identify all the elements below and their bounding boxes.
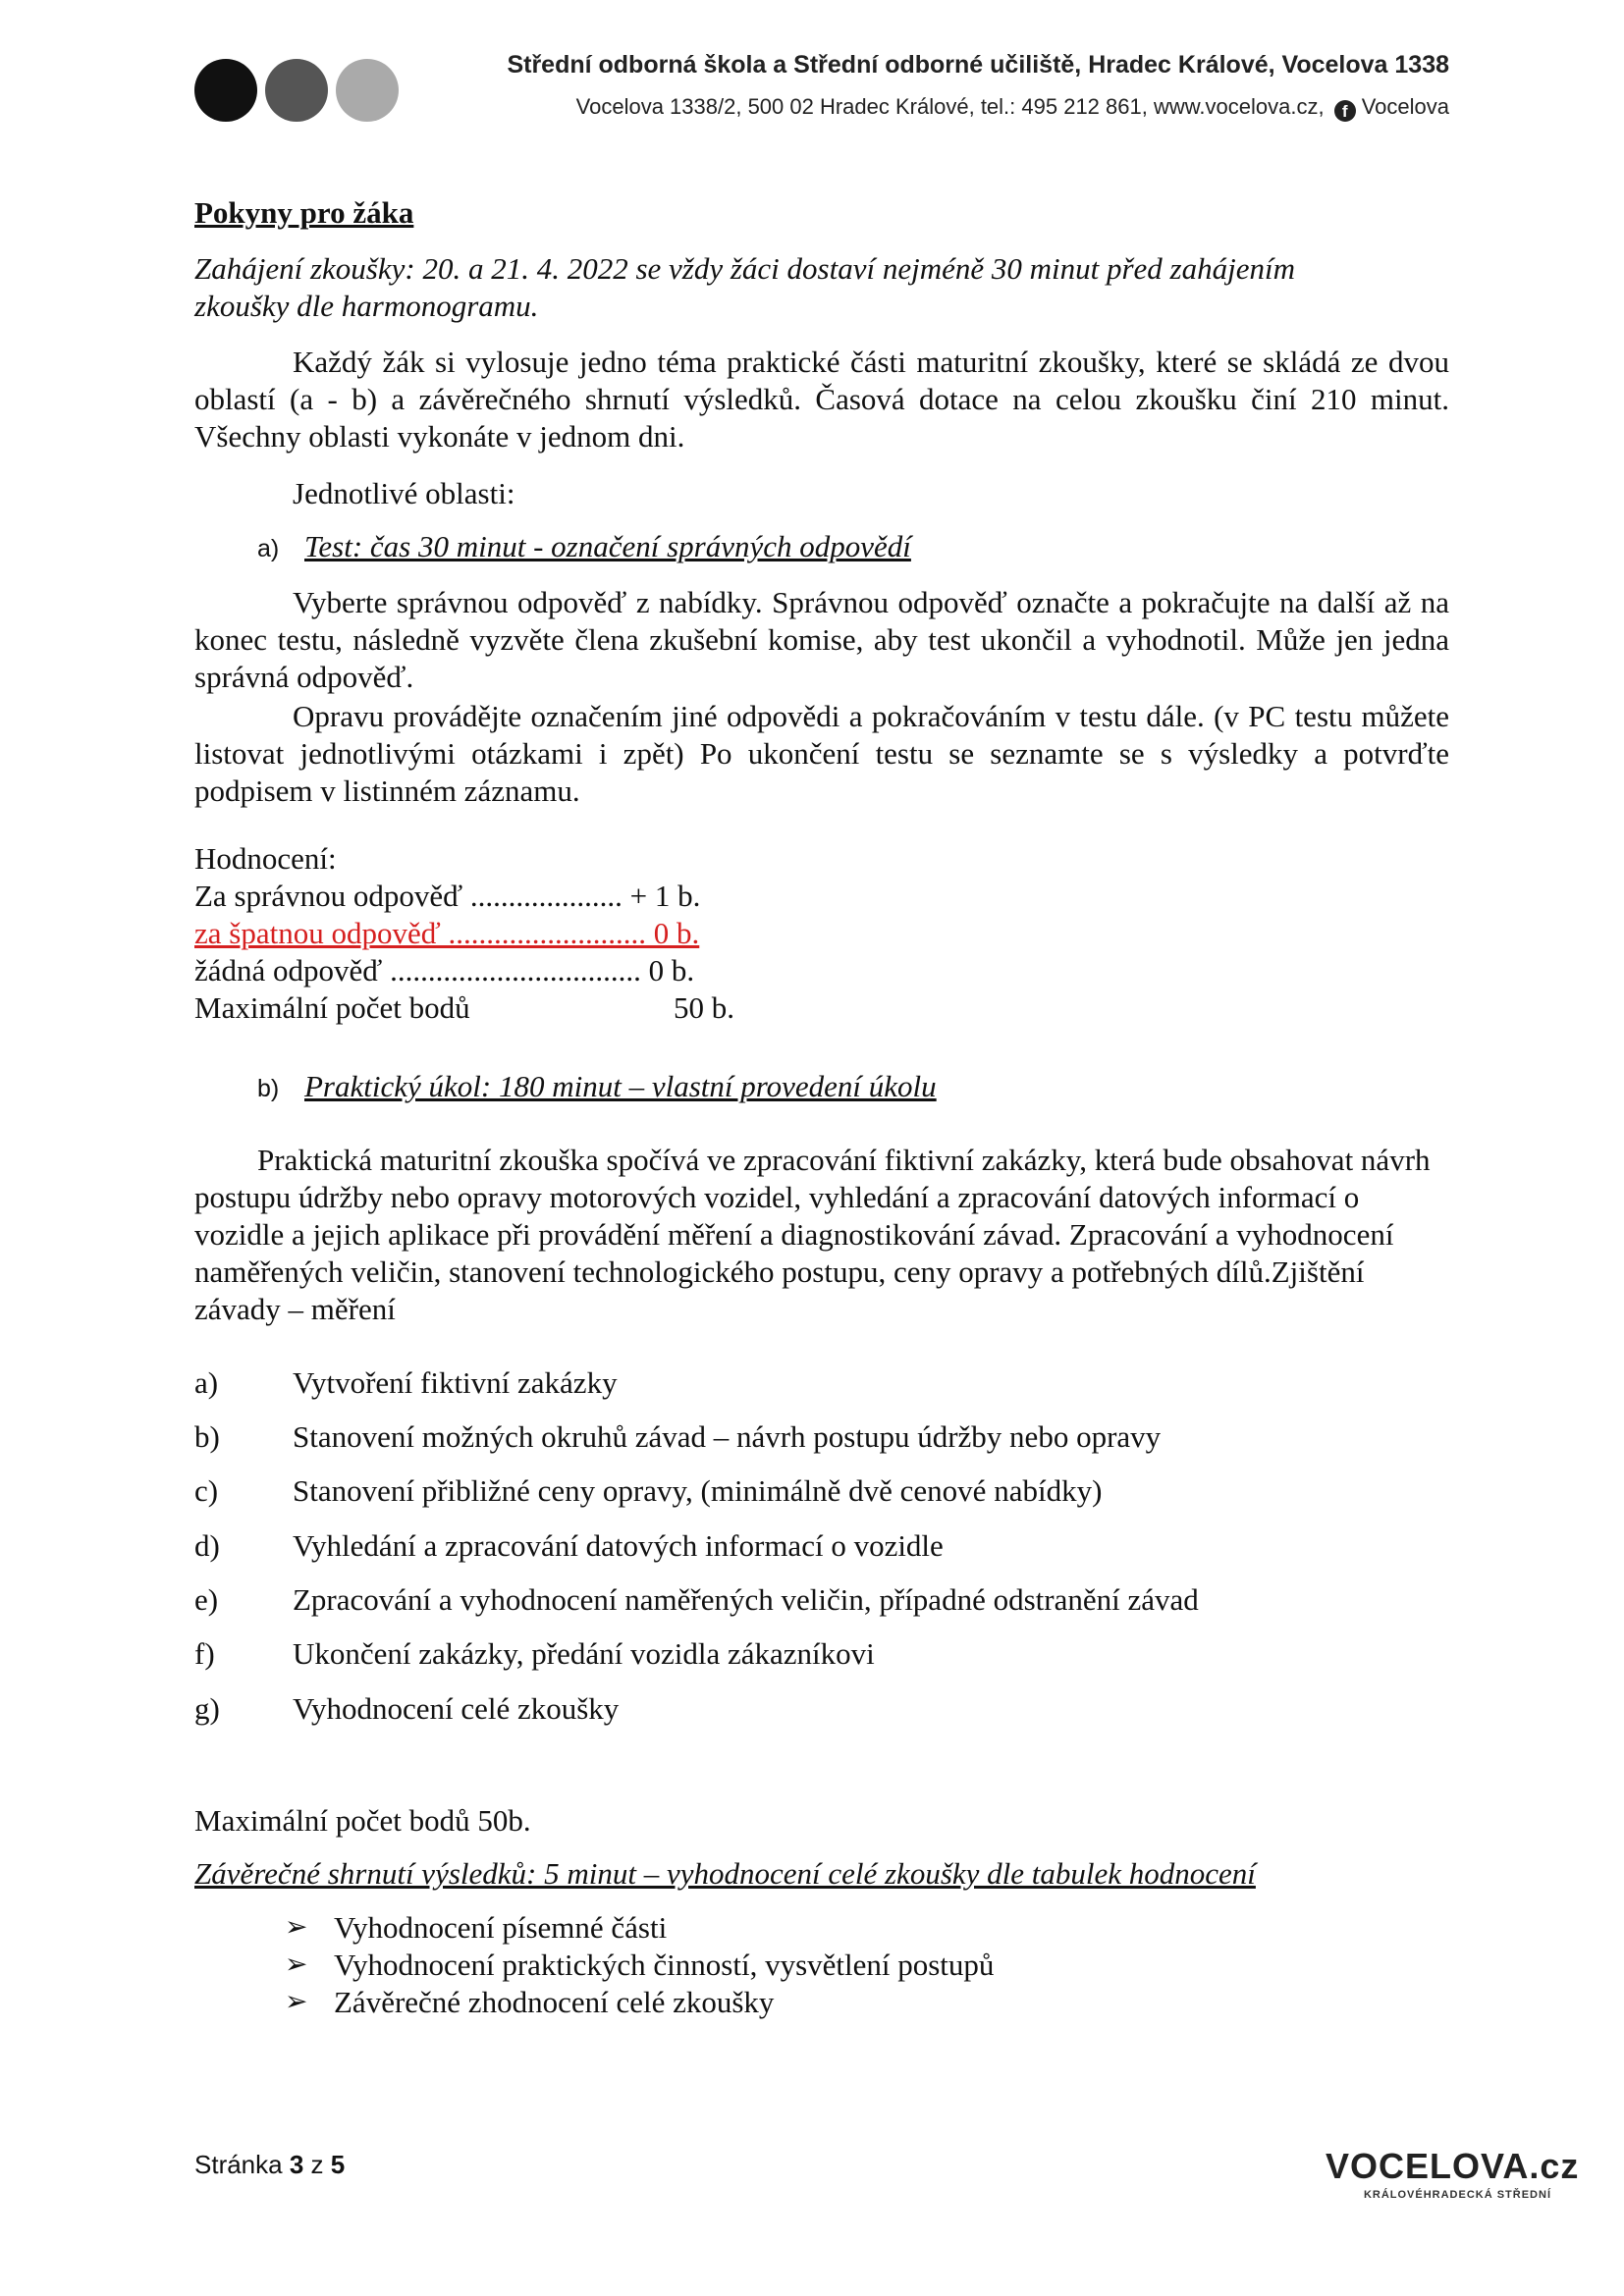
task-letter: g) — [194, 1691, 220, 1726]
task-text: Stanovení přibližné ceny opravy, (minimálně dvě cenové nabídky) — [293, 1473, 1103, 1508]
page-title: Pokyny pro žáka — [194, 195, 414, 230]
footer-brand-subtitle: KRÁLOVÉHRADECKÁ STŘEDNÍ — [1363, 2189, 1551, 2201]
page-total: 5 — [330, 2150, 346, 2179]
paragraph-test-instructions: Vyberte správnou odpověď z nabídky. Správnou odpověď označte a pokračujte na další až na konec testu, následně vyzvěte člena zkušební komise, aby test ukončil a vyhodnotil. Může jen jedna správná odpověď. — [194, 585, 1449, 694]
facebook-label[interactable]: Vocelova — [1361, 94, 1449, 119]
task-text: Ukončení zakázky, předání vozidla zákazníkovi — [293, 1636, 875, 1671]
arrow-bullet-icon: ➢ — [285, 1949, 308, 1980]
scoring-label: Hodnocení: — [194, 841, 337, 876]
task-letter: f) — [194, 1636, 215, 1671]
scoring-wrong: za špatnou odpověď .......................... 0 b. — [194, 916, 700, 950]
scoring-correct: Za správnou odpověď .................... + 1 b. — [194, 879, 701, 913]
footer-brand-logo: VOCELOVA.cz — [1326, 2146, 1580, 2186]
task-letter: e) — [194, 1582, 219, 1617]
address-text: Vocelova 1338/2, 500 02 Hradec Králové, tel.: 495 212 861, www.vocelova.cz, — [575, 94, 1325, 119]
facebook-icon: f — [1334, 100, 1356, 122]
page-prefix: Stránka — [194, 2150, 290, 2179]
task-text: Vyhledání a zpracování datových informací o vozidle — [293, 1528, 944, 1563]
logo-circle-1 — [194, 59, 257, 122]
max-points: Maximální počet bodů 50b. — [194, 1803, 531, 1838]
logo-circle-3 — [336, 59, 399, 122]
arrow-bullet-icon: ➢ — [285, 1912, 308, 1943]
area-a-letter: a) — [257, 535, 280, 562]
scoring-max-label: Maximální počet bodů — [194, 990, 470, 1025]
paragraph-test-corrections: Opravu provádějte označením jiné odpovědi a pokračováním v testu dále. (v PC testu můžete listovat jednotlivými otázkami i zpět) Po ukončení testu se seznamte se s výsledky a potvrďte podpisem v listinném záznamu. — [194, 699, 1449, 808]
areas-label: Jednotlivé oblasti: — [293, 476, 515, 510]
logo-circle-2 — [265, 59, 328, 122]
task-letter: d) — [194, 1528, 220, 1563]
task-letter: c) — [194, 1473, 219, 1508]
scoring-max-value: 50 b. — [674, 990, 734, 1025]
page-number — [194, 2150, 345, 2180]
page-current: 3 — [289, 2150, 304, 2179]
paragraph-exam-structure: Každý žák si vylosuje jedno téma praktické části maturitní zkoušky, které se skládá ze dvou oblastí (a - b) a závěrečného shrnutí výsledků. Časová dotace na celou zkoušku činí 210 minut. Všechny oblasti vykonáte v jednom dni. — [194, 345, 1449, 454]
summary-item: Vyhodnocení praktických činností, vysvětlení postupů — [334, 1948, 995, 1982]
arrow-bullet-icon: ➢ — [285, 1987, 308, 2017]
task-letter: b) — [194, 1419, 220, 1454]
paragraph-practical-task: Praktická maturitní zkouška spočívá ve zpracování fiktivní zakázky, která bude obsahovat návrh postupu údržby nebo opravy motorových vozidel, vyhledání a zpracování datových informací o vozidle a jejich aplikace při provádění měření a diagnostikování závad. Zpracování a vyhodnocení naměřených veličin, stanovení technologického postupu, ceny opravy a potřebných dílů.Zjištění závady – měření — [194, 1143, 1431, 1326]
task-letter: a) — [194, 1365, 219, 1400]
task-text: Zpracování a vyhodnocení naměřených veličin, případné odstranění závad — [293, 1582, 1199, 1617]
task-text: Vytvoření fiktivní zakázky — [293, 1365, 618, 1400]
area-b-title: Praktický úkol: 180 minut – vlastní provedení úkolu — [304, 1069, 937, 1103]
summary-item: Vyhodnocení písemné části — [334, 1910, 668, 1945]
task-text: Vyhodnocení celé zkoušky — [293, 1691, 620, 1726]
task-text: Stanovení možných okruhů závad – návrh postupu údržby nebo opravy — [293, 1419, 1162, 1454]
area-a-title: Test: čas 30 minut - označení správných odpovědí — [304, 529, 911, 563]
school-address — [452, 94, 1449, 122]
summary-title: Závěrečné shrnutí výsledků: 5 minut – vyhodnocení celé zkoušky dle tabulek hodnocení — [194, 1856, 1256, 1891]
intro-line-1: Zahájení zkoušky: 20. a 21. 4. 2022 se vždy žáci dostaví nejméně 30 minut před zahájením — [194, 251, 1295, 286]
page-separator: z — [303, 2150, 331, 2179]
intro-line-2: zkoušky dle harmonogramu. — [194, 289, 539, 323]
area-b-letter: b) — [257, 1075, 280, 1102]
scoring-none: žádná odpověď ................................. 0 b. — [194, 953, 695, 988]
school-name: Střední odborná škola a Střední odborné učiliště, Hradec Králové, Vocelova 1338 — [507, 51, 1449, 79]
summary-item: Závěrečné zhodnocení celé zkoušky — [334, 1985, 775, 2019]
